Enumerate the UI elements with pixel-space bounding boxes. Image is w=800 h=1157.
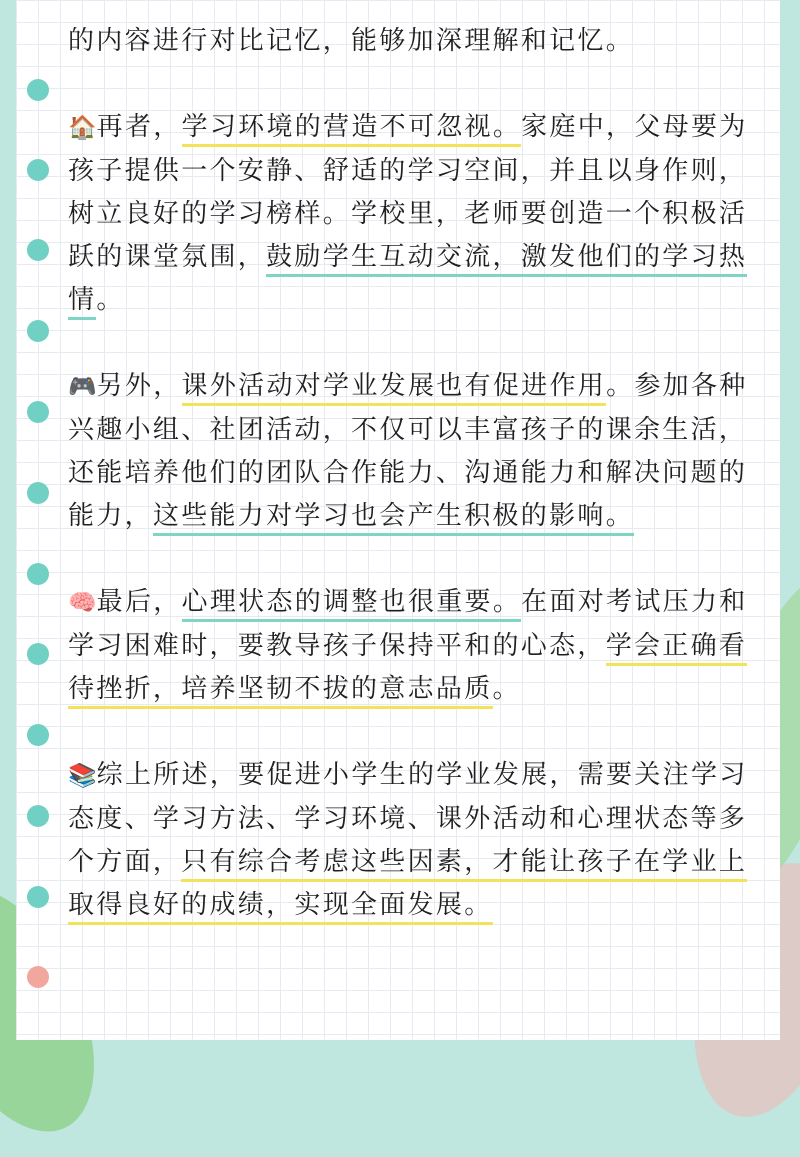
highlight-yellow: 学习环境的营造不可忽视。 — [182, 112, 522, 147]
paragraph-text: 。 — [96, 285, 125, 315]
paragraph-text: 最后， — [96, 587, 182, 617]
highlight-yellow: 课外活动对学业发展也有促进作用 — [182, 371, 607, 406]
binder-hole — [27, 724, 49, 746]
paragraph-text: 再者， — [96, 112, 182, 142]
paragraph-summary — [68, 754, 758, 927]
paragraph-mental — [68, 581, 758, 711]
paragraph-activities — [68, 365, 758, 538]
paragraph-text: 在面对考试压力和学习困难时，要教导孩子保持平和的心态， — [68, 587, 748, 661]
house-icon: 🏠 — [68, 115, 97, 141]
paragraph-text: 的内容进行对比记忆，能够加深理解和记忆。 — [68, 26, 635, 56]
highlight-teal: 鼓励学生互动交流，激发他们的学习热情 — [68, 242, 747, 320]
highlight-yellow: 学会正确看待挫折，培养坚韧不拔的意志品质 — [68, 631, 747, 709]
binder-hole — [27, 79, 49, 101]
highlight-teal: 这些能力对学习也会产生积极的影响。 — [153, 501, 634, 536]
paragraph-text: 另外， — [96, 371, 182, 401]
binder-hole — [27, 239, 49, 261]
brain-icon: 🧠 — [68, 590, 97, 616]
paragraph-text: 。 — [492, 674, 521, 704]
binder-hole — [27, 401, 49, 423]
paragraph-text: 。参加各种兴趣小组、社团活动，不仅可以丰富孩子的课余生活，还能培养他们的团队合作能力、沟通能力和解决问题的能力， — [68, 371, 748, 531]
binder-hole — [27, 805, 49, 827]
binder-hole — [27, 320, 49, 342]
binder-hole — [27, 482, 49, 504]
game-controller-icon: 🎮 — [68, 374, 97, 400]
article-body — [68, 20, 758, 927]
paragraph-environment — [68, 106, 758, 322]
binder-hole — [27, 159, 49, 181]
paragraph-intro — [68, 20, 758, 63]
books-icon: 📚 — [68, 763, 97, 789]
paragraph-text: 综上所述，要促进小学生的学业发展，需要关注学习态度、学习方法、学习环境、课外活动和心理状态等多个方面， — [68, 760, 748, 877]
paragraph-text: 家庭中，父母要为孩子提供一个安静、舒适的学习空间，并且以身作则，树立良好的学习榜样。学校里，老师要创造一个积极活跃的课堂氛围， — [68, 112, 748, 272]
binder-hole — [27, 886, 49, 908]
binder-hole — [27, 966, 49, 988]
binder-hole — [27, 643, 49, 665]
binder-hole — [27, 563, 49, 585]
highlight-yellow: 只有综合考虑这些因素，才能让孩子在学业上取得良好的成绩，实现全面发展。 — [68, 847, 747, 925]
highlight-teal: 心理状态的调整也很重要。 — [182, 587, 522, 622]
